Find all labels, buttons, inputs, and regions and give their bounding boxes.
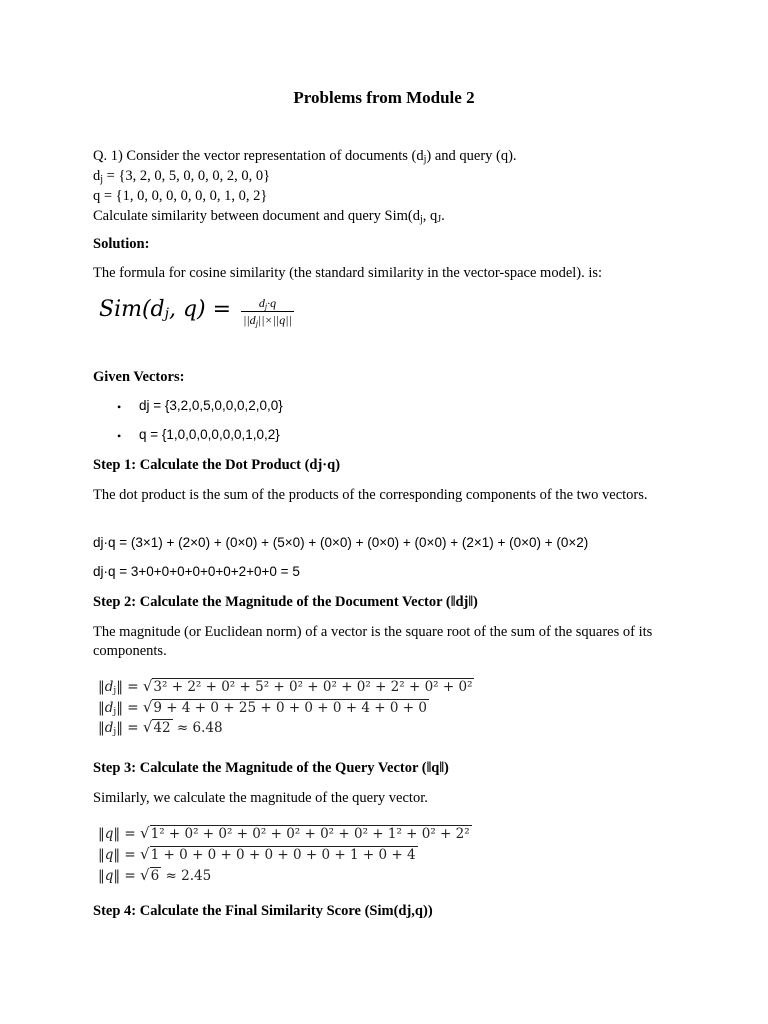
step2-heading: Step 2: Calculate the Magnitude of the Document Vector (‖dj‖) xyxy=(93,594,478,610)
given-item-dj: dj = {3,2,0,5,0,0,0,2,0,0} xyxy=(139,398,283,413)
question-task: Calculate similarity between document and query $Sim(d_j$, $q_J$. xyxy=(93,208,445,225)
bullet-icon: • xyxy=(117,429,122,443)
step3-math-line2: ‖q‖ = √1 + 0 + 0 + 0 + 0 + 0 + 0 + 1 + 0 + 4 xyxy=(98,845,416,863)
step1-text: The dot product is the sum of the products of the corresponding components of the two vectors. xyxy=(93,487,648,503)
document-vector-line: $d_j = \{3$, 2, 0, 5, 0, 0, 0, 2, 0, 0} xyxy=(93,168,271,185)
step2-math-line2: $‖d_j‖ = √9 + 4 + 0 + 25 + 0 + 0 + 0 + 4 + 0 + 0$ xyxy=(98,698,427,717)
step3-math-line1: ‖q‖ = √1² + 0² + 0² + 0² + 0² + 0² + 0² + 1² + 0² + 2² xyxy=(98,824,470,842)
step3-math-line3: ‖q‖ = √6 ≈ 2.45 xyxy=(98,866,212,884)
cosine-formula: $Sim(d_j$, q) = $\frac{d_j\cdot q}{||d_j||\times||q||}$ xyxy=(99,296,292,328)
formula-intro: The formula for cosine similarity (the standard similarity in the vector-space model). is: xyxy=(93,265,603,281)
step4-heading: Step 4: Calculate the Final Similarity Score (Sim(dj,q)) xyxy=(93,903,433,919)
query-vector-line: q = {1, 0, 0, 0, 0, 0, 0, 1, 0, 2} xyxy=(93,188,268,204)
question-intro: Q. 1) Consider the vector representation of documents $(d_j)$ and query (q). xyxy=(93,148,517,165)
step1-heading: Step 1: Calculate the Dot Product (dj·q) xyxy=(93,457,341,473)
step3-text: Similarly, we calculate the magnitude of the query vector. xyxy=(93,790,428,806)
step1-equation-expanded: dj·q = (3×1) + (2×0) + (0×0) + (5×0) + (0×0) + (0×0) + (0×0) + (2×1) + (0×0) + (0×2) xyxy=(93,535,589,550)
given-item-q: q = {1,0,0,0,0,0,0,1,0,2} xyxy=(139,427,280,442)
solution-heading: Solution: xyxy=(93,236,150,252)
step2-text: The magnitude (or Euclidean norm) of a vector is the square root of the sum of the squares of its components. xyxy=(93,624,653,659)
formula-fraction: $\frac{d_j\cdot q}{||d_j||\times||q||}$ xyxy=(243,296,292,328)
step1-equation-result: dj·q = 3+0+0+0+0+0+0+2+0+0 = 5 xyxy=(93,564,300,579)
page-title: Problems from Module 2 xyxy=(293,88,475,107)
step2-math-line1: $‖d_j‖ = √3^2 + 2^2 + 0^2 + 5^2 + 0^2 + 0^2 + 0^2 + 2^2 + 0^2 + 0^2$ xyxy=(98,677,473,696)
given-vectors-heading: Given Vectors: xyxy=(93,369,185,385)
bullet-icon: • xyxy=(117,400,122,414)
step3-heading: Step 3: Calculate the Magnitude of the Query Vector (‖q‖) xyxy=(93,760,449,776)
step2-math-line3: $‖d_j‖ = √42 \approx 6.48$ xyxy=(98,718,223,737)
